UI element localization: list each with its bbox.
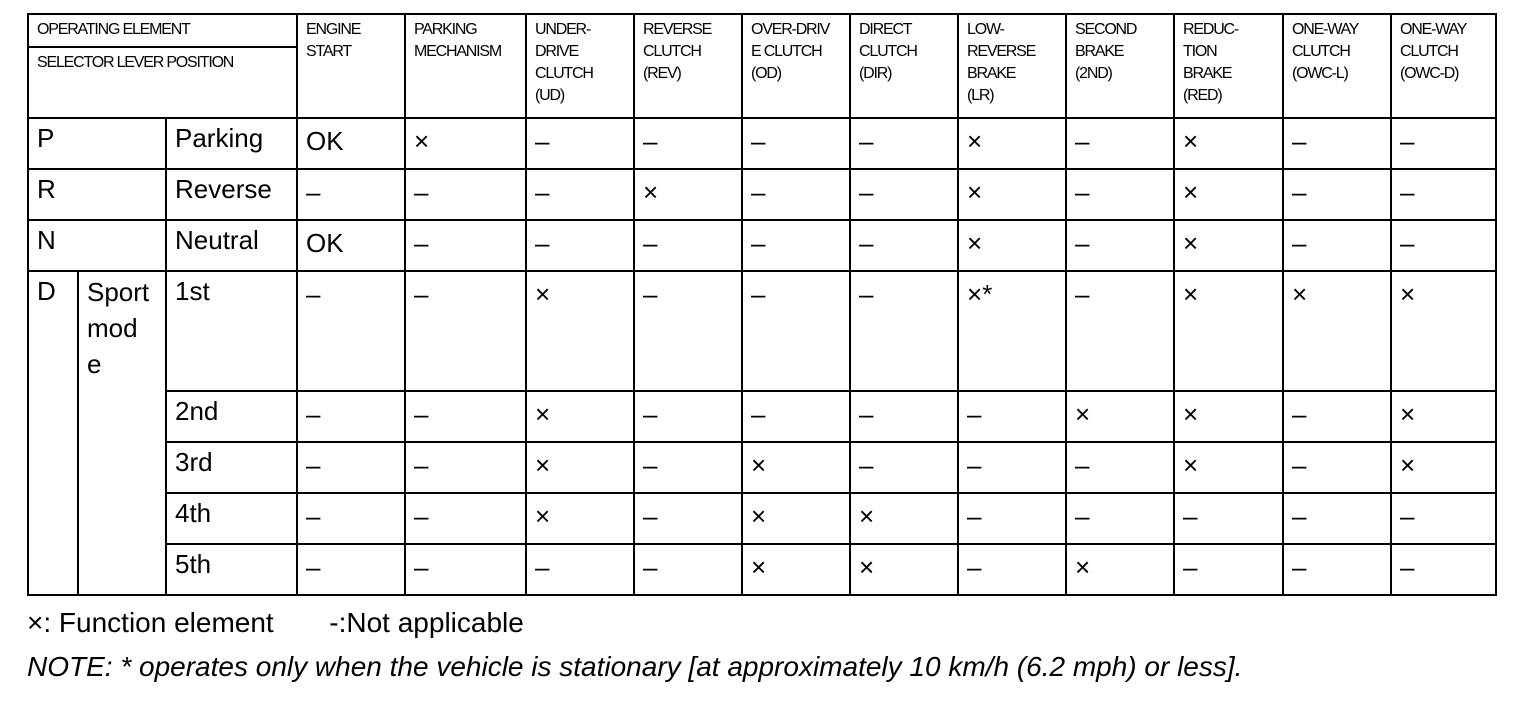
position-label-cell: Neutral: [166, 220, 297, 271]
value-cell: [297, 493, 405, 544]
column-header-line: (2ND): [1075, 65, 1112, 82]
cell-value: –: [1400, 501, 1415, 531]
not-applicable-symbol: -:: [329, 607, 347, 638]
value-cell: [850, 220, 958, 271]
cell-value: –: [414, 177, 429, 207]
cell-value: –: [643, 279, 658, 309]
table-row: [28, 391, 1496, 442]
value-cell: [958, 220, 1066, 271]
cell-value: ×: [1400, 450, 1416, 480]
cell-value: –: [1075, 450, 1090, 480]
cell-value: –: [751, 177, 766, 207]
cell-value: –: [414, 501, 429, 531]
column-header-line: START: [306, 43, 351, 60]
value-cell: [1174, 271, 1283, 391]
value-cell: [405, 169, 526, 220]
cell-value: –: [1075, 501, 1090, 531]
value-cell: [1283, 493, 1391, 544]
column-header-line: BRAKE: [1075, 43, 1124, 60]
column-header-line: (LR): [967, 87, 994, 104]
column-header: [526, 14, 634, 118]
column-header-line: UNDER-: [535, 21, 591, 38]
table-row: [28, 493, 1496, 544]
column-header: [1391, 14, 1496, 118]
value-cell: [526, 271, 634, 391]
cell-value: –: [1400, 177, 1415, 207]
column-header: [1174, 14, 1283, 118]
footnote: NOTE: * operates only when the vehicle is stationary [at approximately 10 km/h (6.2 mph) or less].: [27, 651, 1243, 682]
cell-value: OK: [306, 126, 344, 156]
value-cell: [1174, 220, 1283, 271]
cell-value: OK: [306, 228, 344, 258]
value-cell: [742, 493, 850, 544]
value-cell: [1283, 169, 1391, 220]
cell-value: ×: [751, 450, 767, 480]
value-cell: [1174, 118, 1283, 169]
cell-value: –: [859, 126, 874, 156]
cell-value: –: [1075, 177, 1090, 207]
value-cell: [1283, 220, 1391, 271]
position-label-cell: Parking: [166, 118, 297, 169]
column-header: [634, 14, 742, 118]
cell-value: –: [535, 177, 550, 207]
column-header-line: REVERSE: [967, 43, 1036, 60]
cell-value: ×: [751, 552, 767, 582]
selector-lever-position-label: SELECTOR LEVER POSITION: [37, 54, 234, 71]
value-cell: [1391, 442, 1496, 493]
column-header-line: BRAKE: [1183, 65, 1232, 82]
value-cell: [1283, 442, 1391, 493]
cell-value: ×: [1183, 399, 1199, 429]
cell-value: ×: [1183, 279, 1199, 309]
value-cell: [958, 391, 1066, 442]
sport-mode-line: e: [87, 349, 102, 379]
value-cell: [405, 271, 526, 391]
value-cell: [850, 493, 958, 544]
value-cell: [742, 220, 850, 271]
value-cell: [1391, 220, 1496, 271]
value-cell: [297, 118, 405, 169]
cell-value: ×: [1183, 126, 1199, 156]
value-cell: [1066, 391, 1174, 442]
position-cell-d: D: [28, 271, 78, 595]
value-cell: [742, 118, 850, 169]
value-cell: [526, 220, 634, 271]
column-header-line: REVERSE: [643, 21, 712, 38]
cell-value: –: [1292, 126, 1307, 156]
cell-value: ×: [967, 126, 983, 156]
cell-value: –: [643, 450, 658, 480]
value-cell: [850, 544, 958, 595]
value-cell: [850, 118, 958, 169]
value-cell: [1066, 493, 1174, 544]
cell-value: –: [751, 279, 766, 309]
cell-value: –: [643, 552, 658, 582]
cell-value: –: [751, 399, 766, 429]
value-cell: [1283, 118, 1391, 169]
gear-label-cell: 3rd: [166, 442, 297, 493]
column-header-line: (OD): [751, 65, 781, 82]
value-cell: [1174, 391, 1283, 442]
value-cell: [958, 442, 1066, 493]
cell-value: –: [751, 228, 766, 258]
cell-value: –: [1292, 450, 1307, 480]
cell-value: –: [306, 399, 321, 429]
column-header-line: (OWC-L): [1292, 65, 1348, 82]
column-header-line: CLUTCH: [643, 43, 701, 60]
column-header-line: E CLUTCH: [751, 43, 822, 60]
cell-value: ×: [751, 501, 767, 531]
cell-value: ×: [859, 552, 875, 582]
value-cell: [1066, 544, 1174, 595]
value-cell: [958, 493, 1066, 544]
cell-value: –: [859, 228, 874, 258]
cell-value: –: [859, 450, 874, 480]
value-cell: [742, 271, 850, 391]
value-cell: [405, 544, 526, 595]
value-cell: [1391, 493, 1496, 544]
cell-value: –: [1400, 228, 1415, 258]
not-applicable-text: Not applicable: [346, 607, 524, 638]
cell-value: –: [414, 552, 429, 582]
cell-value: –: [1400, 552, 1415, 582]
cell-value: –: [1075, 126, 1090, 156]
cell-value: –: [643, 501, 658, 531]
column-header-line: (DIR): [859, 65, 892, 82]
value-cell: [1283, 271, 1391, 391]
value-cell: [742, 169, 850, 220]
value-cell: [850, 271, 958, 391]
value-cell: [1066, 220, 1174, 271]
column-header: [958, 14, 1066, 118]
column-header-line: DIRECT: [859, 21, 912, 38]
cell-value: –: [967, 450, 982, 480]
legend: [27, 606, 524, 640]
column-header: [850, 14, 958, 118]
position-label-cell: Reverse: [166, 169, 297, 220]
cell-value: –: [643, 399, 658, 429]
operating-element-table: [27, 13, 1497, 596]
value-cell: [1391, 544, 1496, 595]
cell-value: ×: [1183, 177, 1199, 207]
cell-value: ×: [643, 177, 659, 207]
value-cell: [742, 544, 850, 595]
cell-value: –: [967, 399, 982, 429]
value-cell: [297, 169, 405, 220]
column-header: [1066, 14, 1174, 118]
cell-value: –: [1075, 279, 1090, 309]
value-cell: [742, 391, 850, 442]
cell-value: ×: [967, 177, 983, 207]
value-cell: [297, 391, 405, 442]
value-cell: [526, 442, 634, 493]
value-cell: [634, 442, 742, 493]
operating-element-label: OPERATING ELEMENT: [29, 15, 296, 48]
cell-value: –: [859, 399, 874, 429]
cell-value: ×: [535, 450, 551, 480]
value-cell: [634, 493, 742, 544]
cell-value: –: [967, 501, 982, 531]
cell-value: –: [414, 399, 429, 429]
column-header-line: ONE-WAY: [1400, 21, 1467, 38]
cell-value: –: [535, 552, 550, 582]
gear-label-cell: 1st: [166, 271, 297, 391]
value-cell: [1174, 493, 1283, 544]
value-cell: [1391, 169, 1496, 220]
table-row: [28, 544, 1496, 595]
cell-value: ×: [535, 279, 551, 309]
cell-value: –: [751, 126, 766, 156]
value-cell: [405, 391, 526, 442]
cell-value: –: [414, 450, 429, 480]
value-cell: [1174, 442, 1283, 493]
cell-value: –: [1075, 228, 1090, 258]
column-header-line: (RED): [1183, 87, 1222, 104]
cell-value: ×: [1183, 228, 1199, 258]
column-header: [405, 14, 526, 118]
column-header-line: CLUTCH: [1292, 43, 1350, 60]
value-cell: [1283, 391, 1391, 442]
cell-value: –: [859, 177, 874, 207]
column-header-line: PARKING: [414, 21, 477, 38]
cell-value: ×: [535, 399, 551, 429]
cell-value: ×: [1400, 279, 1416, 309]
cell-value: –: [1292, 177, 1307, 207]
value-cell: [526, 169, 634, 220]
column-header-line: (REV): [643, 65, 681, 82]
value-cell: [742, 442, 850, 493]
value-cell: [958, 544, 1066, 595]
table-row: [28, 118, 1496, 169]
cell-value: –: [306, 177, 321, 207]
value-cell: [1391, 391, 1496, 442]
value-cell: [850, 169, 958, 220]
function-element-symbol: ×: [27, 607, 44, 638]
value-cell: [297, 271, 405, 391]
value-cell: [634, 544, 742, 595]
gear-label-cell: 5th: [166, 544, 297, 595]
value-cell: [405, 220, 526, 271]
gear-label-cell: 4th: [166, 493, 297, 544]
cell-value: ×: [1183, 450, 1199, 480]
column-header-line: SECOND: [1075, 21, 1137, 38]
value-cell: [1066, 169, 1174, 220]
value-cell: [297, 442, 405, 493]
column-header-line: CLUTCH: [1400, 43, 1458, 60]
cell-value: –: [1292, 399, 1307, 429]
cell-value: –: [967, 552, 982, 582]
cell-value: –: [306, 450, 321, 480]
sport-mode-line: Sport: [87, 277, 150, 307]
value-cell: [297, 220, 405, 271]
function-element-text: : Function element: [43, 607, 274, 638]
cell-value: –: [1183, 501, 1198, 531]
column-header-line: CLUTCH: [535, 65, 593, 82]
value-cell: [405, 442, 526, 493]
value-cell: [1174, 544, 1283, 595]
value-cell: [1391, 118, 1496, 169]
cell-value: –: [306, 552, 321, 582]
position-cell: P: [28, 118, 166, 169]
cell-value: –: [306, 279, 321, 309]
column-header-line: OVER-DRIV: [751, 21, 830, 38]
column-header-line: ONE-WAY: [1292, 21, 1359, 38]
value-cell: [1391, 271, 1496, 391]
table-row: [28, 442, 1496, 493]
sport-mode-line: mod: [87, 313, 138, 343]
cell-value: –: [643, 126, 658, 156]
cell-value: ×: [1292, 279, 1308, 309]
value-cell: [958, 169, 1066, 220]
cell-value: –: [1183, 552, 1198, 582]
cell-value: ×: [414, 126, 430, 156]
table-row: [28, 271, 1496, 391]
cell-value: ×: [1400, 399, 1416, 429]
cell-value: –: [306, 501, 321, 531]
value-cell: [1066, 271, 1174, 391]
cell-value: ×: [967, 228, 983, 258]
cell-value: –: [535, 228, 550, 258]
cell-value: ×: [1075, 552, 1091, 582]
value-cell: [634, 169, 742, 220]
column-header-line: TION: [1183, 43, 1217, 60]
value-cell: [850, 391, 958, 442]
cell-value: ×*: [967, 279, 993, 309]
value-cell: [958, 271, 1066, 391]
position-cell: N: [28, 220, 166, 271]
column-header-line: MECHANISM: [414, 43, 501, 60]
value-cell: [634, 118, 742, 169]
value-cell: [1174, 169, 1283, 220]
column-header: [742, 14, 850, 118]
cell-value: ×: [1075, 399, 1091, 429]
cell-value: –: [1292, 552, 1307, 582]
column-header: [1283, 14, 1391, 118]
cell-value: –: [1292, 501, 1307, 531]
cell-value: –: [1400, 126, 1415, 156]
table-header-row: [28, 14, 1496, 118]
value-cell: [958, 118, 1066, 169]
column-header-line: (OWC-D): [1400, 65, 1459, 82]
cell-value: –: [1292, 228, 1307, 258]
cell-value: –: [414, 279, 429, 309]
value-cell: [526, 118, 634, 169]
gear-label-cell: 2nd: [166, 391, 297, 442]
cell-value: ×: [859, 501, 875, 531]
table-row: [28, 169, 1496, 220]
value-cell: [634, 271, 742, 391]
column-header: [297, 14, 405, 118]
column-header-line: (UD): [535, 87, 564, 104]
cell-value: –: [859, 279, 874, 309]
value-cell: [850, 442, 958, 493]
value-cell: [1283, 544, 1391, 595]
cell-value: –: [643, 228, 658, 258]
position-cell: R: [28, 169, 166, 220]
value-cell: [405, 493, 526, 544]
value-cell: [1066, 118, 1174, 169]
header-corner-cell: [28, 14, 297, 118]
cell-value: –: [535, 126, 550, 156]
value-cell: [634, 391, 742, 442]
column-header-line: CLUTCH: [859, 43, 917, 60]
table-row: [28, 220, 1496, 271]
column-header-line: BRAKE: [967, 65, 1016, 82]
value-cell: [405, 118, 526, 169]
column-header-line: DRIVE: [535, 43, 578, 60]
value-cell: [1066, 442, 1174, 493]
column-header-line: REDUC-: [1183, 21, 1239, 38]
value-cell: [634, 220, 742, 271]
value-cell: [526, 493, 634, 544]
column-header-line: ENGINE: [306, 21, 361, 38]
value-cell: [297, 544, 405, 595]
column-header-line: LOW-: [967, 21, 1004, 38]
cell-value: ×: [535, 501, 551, 531]
value-cell: [526, 391, 634, 442]
sport-mode-cell: [78, 271, 166, 595]
value-cell: [526, 544, 634, 595]
cell-value: –: [414, 228, 429, 258]
